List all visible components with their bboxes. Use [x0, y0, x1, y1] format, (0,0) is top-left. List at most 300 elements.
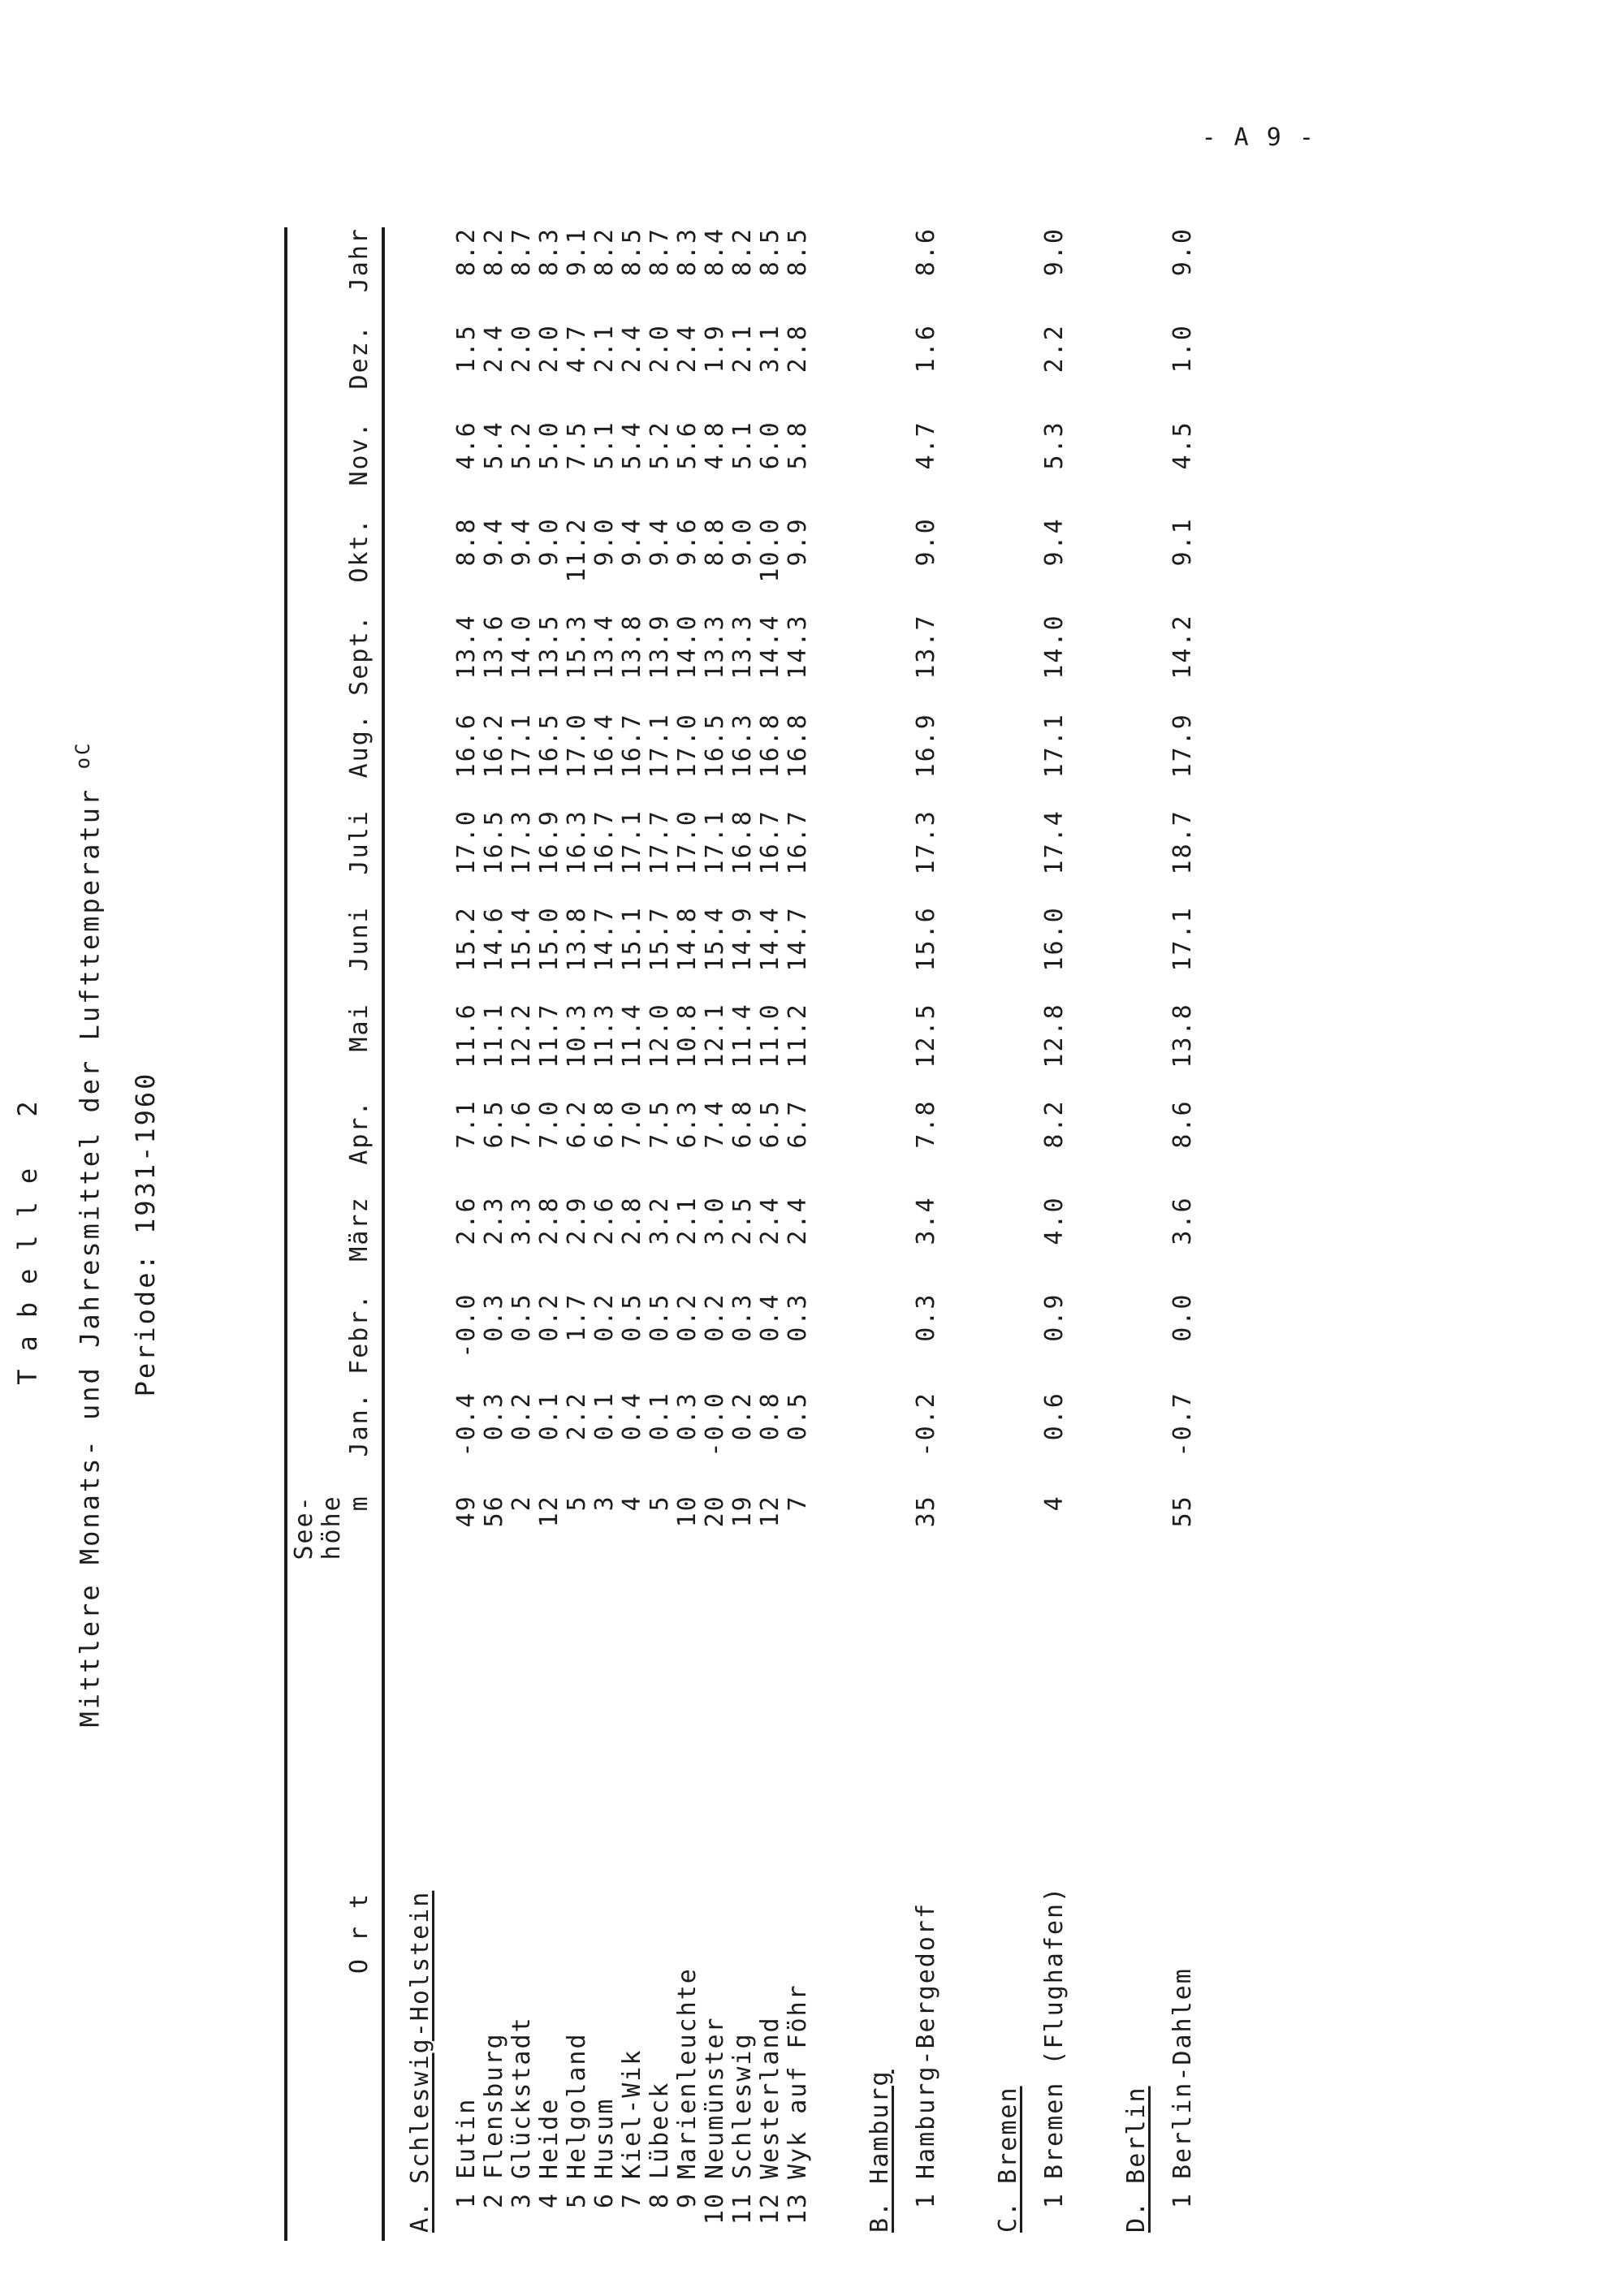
station-cell	[674, 1609, 702, 2241]
monthly-mean-cell: 9.6	[673, 517, 702, 567]
monthly-mean-cell: 0.3	[673, 1392, 702, 1441]
section-heading-row	[383, 227, 438, 2241]
monthly-mean-cell: 4.8	[701, 421, 729, 470]
monthly-mean-cell: 16.3	[728, 713, 757, 779]
section-gap	[1069, 227, 1101, 2241]
monthly-mean-cell: 9.4	[1040, 517, 1069, 567]
monthly-mean-cell: 8.8	[701, 517, 729, 567]
monthly-mean-cell: 11.2	[563, 517, 591, 583]
table-row	[702, 227, 729, 2241]
monthly-mean-cell: 0.4	[618, 1392, 646, 1441]
monthly-mean-cell: 14.0	[673, 614, 702, 680]
col-jan: Jan.	[345, 1392, 374, 1457]
station-height: 20	[701, 1495, 729, 1528]
station-height: 12	[756, 1495, 784, 1528]
station-height: 49	[452, 1495, 481, 1528]
table-row	[619, 227, 646, 2241]
monthly-mean-cell: 0.1	[646, 1392, 674, 1441]
monthly-mean-cell: 2.1	[728, 324, 757, 373]
station-index: 5	[563, 2192, 591, 2209]
monthly-mean-cell: -0.7	[1168, 1392, 1197, 1457]
monthly-mean-cell: 0.5	[646, 1293, 674, 1342]
station-index: 1	[912, 2192, 940, 2209]
annual-mean-cell: 8.3	[673, 227, 702, 277]
table-row	[898, 227, 940, 2241]
monthly-mean-cell: 9.0	[728, 517, 757, 567]
section-label: D. Berlin	[1122, 2086, 1151, 2233]
monthly-mean-cell: 0.8	[756, 1392, 784, 1441]
monthly-mean-cell: 17.1	[701, 809, 729, 875]
monthly-mean-cell: 17.1	[646, 713, 674, 779]
monthly-mean-cell: 11.2	[784, 1003, 812, 1068]
monthly-mean-cell: 15.7	[646, 906, 674, 972]
monthly-mean-cell: 13.8	[1168, 1003, 1197, 1068]
col-okt: Okt.	[345, 517, 374, 583]
station-height: 55	[1168, 1495, 1197, 1528]
station-index: 9	[673, 2192, 702, 2209]
monthly-mean-cell: 0.9	[1040, 1293, 1069, 1342]
monthly-mean-cell: 0.3	[912, 1293, 940, 1342]
monthly-mean-cell: 17.0	[673, 809, 702, 875]
monthly-mean-cell: 14.7	[590, 906, 619, 972]
station-cell	[564, 1609, 591, 2241]
col-jahr: Jahr	[345, 227, 374, 293]
monthly-mean-cell: 7.1	[452, 1099, 481, 1149]
monthly-mean-cell: 13.7	[912, 614, 940, 680]
monthly-mean-cell: -0.4	[452, 1392, 481, 1457]
station-index: 7	[618, 2192, 646, 2209]
monthly-mean-cell: 16.3	[563, 809, 591, 875]
monthly-mean-cell: 7.5	[563, 421, 591, 470]
section-heading-row	[844, 227, 898, 2241]
monthly-mean-cell: 12.0	[646, 1003, 674, 1068]
monthly-mean-cell: 2.8	[784, 324, 812, 373]
monthly-mean-cell: 17.0	[452, 809, 481, 875]
monthly-mean-cell: 16.0	[1040, 906, 1069, 972]
annual-mean-cell: 8.5	[756, 227, 784, 277]
section-gap	[940, 227, 973, 2241]
monthly-mean-cell: -0.2	[912, 1392, 940, 1457]
col-seehoehe: See- höhe m	[290, 1495, 374, 1560]
monthly-mean-cell: 5.2	[646, 421, 674, 470]
annual-mean-cell: 8.5	[784, 227, 812, 277]
monthly-mean-cell: 0.2	[728, 1392, 757, 1441]
station-index: 10	[701, 2192, 729, 2225]
monthly-mean-cell: 11.4	[728, 1003, 757, 1068]
monthly-mean-cell: 16.2	[480, 713, 508, 779]
monthly-mean-cell: 9.4	[508, 517, 536, 567]
monthly-mean-cell: 5.1	[728, 421, 757, 470]
monthly-mean-cell: 17.4	[1040, 809, 1069, 875]
station-cell	[619, 1609, 646, 2241]
monthly-mean-cell: 14.9	[728, 906, 757, 972]
monthly-mean-cell: 4.7	[563, 324, 591, 373]
monthly-mean-cell: 1.0	[1168, 324, 1197, 373]
station-name: Bremen (Flughafen)	[1040, 1885, 1069, 2179]
station-name: Helgoland	[563, 2032, 591, 2179]
monthly-mean-cell: 16.8	[728, 809, 757, 875]
monthly-mean-cell: 0.2	[701, 1293, 729, 1342]
monthly-mean-cell: 1.7	[563, 1293, 591, 1342]
monthly-mean-cell: 0.5	[508, 1293, 536, 1342]
page-number: - A 9 -	[1201, 123, 1315, 152]
monthly-mean-cell: 0.5	[618, 1293, 646, 1342]
monthly-mean-cell: 4.0	[1040, 1196, 1069, 1245]
station-index: 12	[756, 2192, 784, 2225]
monthly-mean-cell: -0.0	[452, 1293, 481, 1358]
monthly-mean-cell: 14.2	[1168, 614, 1197, 680]
monthly-mean-cell: 13.9	[646, 614, 674, 680]
monthly-mean-cell: 11.1	[480, 1003, 508, 1068]
monthly-mean-cell: 13.8	[563, 906, 591, 972]
monthly-mean-cell: 11.7	[535, 1003, 564, 1068]
monthly-mean-cell: 13.4	[590, 614, 619, 680]
monthly-mean-cell: 8.6	[1168, 1099, 1197, 1149]
col-mai: Mai	[345, 1003, 374, 1052]
monthly-mean-cell: 2.4	[618, 324, 646, 373]
annual-mean-cell: 8.2	[728, 227, 757, 277]
monthly-mean-cell: 15.1	[618, 906, 646, 972]
station-name: Wyk auf Föhr	[784, 1983, 812, 2179]
monthly-mean-cell: 2.8	[618, 1196, 646, 1245]
station-height: 35	[912, 1495, 940, 1528]
monthly-mean-cell: 2.0	[535, 324, 564, 373]
annual-mean-cell: 9.1	[563, 227, 591, 277]
station-height: 2	[508, 1495, 536, 1512]
monthly-mean-cell: 0.6	[1040, 1392, 1069, 1441]
monthly-mean-cell: 16.6	[452, 713, 481, 779]
monthly-mean-cell: 5.0	[535, 421, 564, 470]
monthly-mean-cell: 5.4	[618, 421, 646, 470]
monthly-mean-cell: 2.4	[480, 324, 508, 373]
monthly-mean-cell: 2.4	[756, 1196, 784, 1245]
station-height: 4	[1040, 1495, 1069, 1512]
monthly-mean-cell: 2.9	[563, 1196, 591, 1245]
table-body	[383, 227, 1197, 2241]
monthly-mean-cell: 16.7	[756, 809, 784, 875]
monthly-mean-cell: 14.0	[1040, 614, 1069, 680]
table-row	[1155, 227, 1197, 2241]
monthly-mean-cell: 16.4	[590, 713, 619, 779]
station-index: 1	[1040, 2192, 1069, 2209]
monthly-mean-cell: 1.6	[912, 324, 940, 373]
monthly-mean-cell: 3.1	[756, 324, 784, 373]
monthly-mean-cell: 2.4	[784, 1196, 812, 1245]
monthly-mean-cell: 6.2	[563, 1099, 591, 1149]
monthly-mean-cell: 17.3	[508, 809, 536, 875]
monthly-mean-cell: 0.3	[784, 1293, 812, 1342]
table-row	[784, 227, 812, 2241]
monthly-mean-cell: 13.5	[535, 614, 564, 680]
monthly-mean-cell: 5.1	[590, 421, 619, 470]
monthly-mean-cell: 0.1	[590, 1392, 619, 1441]
header-row	[286, 227, 383, 2241]
monthly-mean-cell: 17.1	[1168, 906, 1197, 972]
monthly-mean-cell: 12.1	[701, 1003, 729, 1068]
station-cell	[784, 1609, 812, 2241]
monthly-mean-cell: 2.0	[508, 324, 536, 373]
monthly-mean-cell: 1.9	[701, 324, 729, 373]
annual-mean-cell: 8.4	[701, 227, 729, 277]
station-name: Marienleuchte	[673, 1967, 702, 2179]
monthly-mean-cell: 2.4	[673, 324, 702, 373]
table-row	[536, 227, 564, 2241]
monthly-mean-cell: 3.0	[701, 1196, 729, 1245]
annual-mean-cell: 8.2	[480, 227, 508, 277]
monthly-mean-cell: 11.4	[618, 1003, 646, 1068]
station-cell	[481, 1609, 508, 2241]
station-name: Kiel-Wik	[618, 2048, 646, 2179]
monthly-mean-cell: 0.2	[590, 1293, 619, 1342]
station-name: Eutin	[452, 2097, 481, 2179]
monthly-mean-cell: 5.6	[673, 421, 702, 470]
monthly-mean-cell: 13.3	[701, 614, 729, 680]
station-cell	[508, 1609, 536, 2241]
monthly-mean-cell: 9.4	[646, 517, 674, 567]
station-cell	[591, 1609, 619, 2241]
monthly-mean-cell: 11.3	[590, 1003, 619, 1068]
monthly-mean-cell: 13.8	[618, 614, 646, 680]
annual-mean-cell: 8.7	[646, 227, 674, 277]
station-index: 4	[535, 2192, 564, 2209]
monthly-mean-cell: 16.5	[701, 713, 729, 779]
station-index: 8	[646, 2192, 674, 2209]
monthly-mean-cell: 2.2	[1040, 324, 1069, 373]
monthly-mean-cell: 15.6	[912, 906, 940, 972]
table-row	[591, 227, 619, 2241]
monthly-mean-cell: 17.3	[912, 809, 940, 875]
station-cell	[536, 1609, 564, 2241]
table-row	[729, 227, 757, 2241]
monthly-mean-cell: 9.4	[618, 517, 646, 567]
annual-mean-cell: 8.6	[912, 227, 940, 277]
monthly-mean-cell: 9.4	[480, 517, 508, 567]
station-cell	[729, 1609, 757, 2241]
station-height: 10	[673, 1495, 702, 1528]
annual-mean-cell: 8.7	[508, 227, 536, 277]
monthly-mean-cell: 7.4	[701, 1099, 729, 1149]
monthly-mean-cell: 15.4	[508, 906, 536, 972]
monthly-mean-cell: 9.0	[535, 517, 564, 567]
table-row	[481, 227, 508, 2241]
monthly-mean-cell: 14.4	[756, 614, 784, 680]
monthly-mean-cell: 2.8	[535, 1196, 564, 1245]
station-name: Flensburg	[480, 2032, 508, 2179]
station-cell	[702, 1609, 729, 2241]
monthly-mean-cell: 3.4	[912, 1196, 940, 1245]
station-name: Glückstadt	[508, 2016, 536, 2179]
monthly-mean-cell: 1.5	[452, 324, 481, 373]
monthly-mean-cell: 6.5	[480, 1099, 508, 1149]
monthly-mean-cell: 16.7	[784, 809, 812, 875]
table-row	[1026, 227, 1069, 2241]
monthly-mean-cell: 17.9	[1168, 713, 1197, 779]
monthly-mean-cell: 2.0	[646, 324, 674, 373]
table-label: Tabelle 2	[12, 1083, 43, 1385]
station-name: Hamburg-Bergedorf	[912, 1901, 940, 2179]
col-maerz: März	[345, 1196, 374, 1262]
station-name: Schleswig	[728, 2032, 757, 2179]
annual-mean-cell: 8.3	[535, 227, 564, 277]
col-nov: Nov.	[345, 421, 374, 486]
monthly-mean-cell: 11.0	[756, 1003, 784, 1068]
station-height: 12	[535, 1495, 564, 1528]
station-index: 1	[452, 2192, 481, 2209]
monthly-mean-cell: 5.8	[784, 421, 812, 470]
monthly-mean-cell: 3.2	[646, 1196, 674, 1245]
monthly-mean-cell: 7.5	[646, 1099, 674, 1149]
monthly-mean-cell: 14.4	[756, 906, 784, 972]
monthly-mean-cell: 4.6	[452, 421, 481, 470]
monthly-mean-cell: 16.9	[535, 809, 564, 875]
station-index: 13	[784, 2192, 812, 2225]
monthly-mean-cell: 17.1	[618, 809, 646, 875]
col-apr: Apr.	[345, 1099, 374, 1165]
monthly-mean-cell: 6.8	[728, 1099, 757, 1149]
monthly-mean-cell: 15.4	[701, 906, 729, 972]
monthly-mean-cell: 14.7	[784, 906, 812, 972]
monthly-mean-cell: 0.2	[508, 1392, 536, 1441]
monthly-mean-cell: 18.7	[1168, 809, 1197, 875]
monthly-mean-cell: 13.4	[452, 614, 481, 680]
monthly-mean-cell: 7.0	[618, 1099, 646, 1149]
monthly-mean-cell: 12.5	[912, 1003, 940, 1068]
monthly-mean-cell: 14.0	[508, 614, 536, 680]
monthly-mean-cell: 0.3	[480, 1392, 508, 1441]
monthly-mean-cell: 16.7	[618, 713, 646, 779]
monthly-mean-cell: 16.9	[912, 713, 940, 779]
station-name: Westerland	[756, 2016, 784, 2179]
monthly-mean-cell: 8.2	[1040, 1099, 1069, 1149]
station-height: 4	[618, 1495, 646, 1512]
station-index: 2	[480, 2192, 508, 2209]
monthly-mean-cell: 10.0	[756, 517, 784, 583]
monthly-mean-cell: 16.7	[590, 809, 619, 875]
station-cell	[1155, 1609, 1197, 2241]
station-height: 5	[563, 1495, 591, 1512]
monthly-mean-cell: 6.8	[590, 1099, 619, 1149]
monthly-mean-cell: 13.3	[728, 614, 757, 680]
station-name: Lübeck	[646, 2081, 674, 2179]
monthly-mean-cell: 17.1	[508, 713, 536, 779]
monthly-mean-cell: 0.4	[756, 1293, 784, 1342]
monthly-mean-cell: 14.8	[673, 906, 702, 972]
monthly-mean-cell: 3.3	[508, 1196, 536, 1245]
station-index: 3	[508, 2192, 536, 2209]
station-height: 19	[728, 1495, 757, 1528]
station-index: 6	[590, 2192, 619, 2209]
annual-mean-cell: 9.0	[1168, 227, 1197, 277]
monthly-mean-cell: 0.2	[535, 1293, 564, 1342]
monthly-mean-cell: 10.3	[563, 1003, 591, 1068]
col-juni: Juni	[345, 906, 374, 972]
col-dez: Dez.	[345, 324, 374, 390]
table-row	[508, 227, 536, 2241]
section-heading-row	[973, 227, 1026, 2241]
monthly-mean-cell: 9.9	[784, 517, 812, 567]
table-row	[438, 227, 481, 2241]
monthly-mean-cell: 0.3	[728, 1293, 757, 1342]
monthly-mean-cell: 15.2	[452, 906, 481, 972]
monthly-mean-cell: 11.6	[452, 1003, 481, 1068]
table-row	[674, 227, 702, 2241]
monthly-mean-cell: 16.5	[480, 809, 508, 875]
monthly-mean-cell: 15.3	[563, 614, 591, 680]
monthly-mean-cell: 5.4	[480, 421, 508, 470]
temperature-table	[284, 227, 1197, 2241]
monthly-mean-cell: 6.3	[673, 1099, 702, 1149]
monthly-mean-cell: 2.6	[590, 1196, 619, 1245]
monthly-mean-cell: 14.3	[784, 614, 812, 680]
monthly-mean-cell: 10.8	[673, 1003, 702, 1068]
monthly-mean-cell: 12.8	[1040, 1003, 1069, 1068]
section-label: A. Schleswig-Holstein	[406, 1890, 434, 2233]
monthly-mean-cell: 16.8	[784, 713, 812, 779]
table-period: Periode: 1931-1960	[129, 1071, 161, 1397]
monthly-mean-cell: 7.6	[508, 1099, 536, 1149]
table-row	[564, 227, 591, 2241]
monthly-mean-cell: 2.3	[480, 1196, 508, 1245]
col-febr: Febr.	[345, 1293, 374, 1375]
monthly-mean-cell: 15.0	[535, 906, 564, 972]
table-heading	[0, 227, 173, 2241]
station-name: Neumünster	[701, 2016, 729, 2179]
station-height: 5	[646, 1495, 674, 1512]
monthly-mean-cell: 7.0	[535, 1099, 564, 1149]
monthly-mean-cell: 9.0	[912, 517, 940, 567]
station-height: 7	[784, 1495, 812, 1512]
col-sept: Sept.	[345, 614, 374, 696]
station-height: 3	[590, 1495, 619, 1512]
annual-mean-cell: 8.2	[452, 227, 481, 277]
monthly-mean-cell: 2.6	[452, 1196, 481, 1245]
monthly-mean-cell: 4.7	[912, 421, 940, 470]
station-cell	[438, 1609, 481, 2241]
table-row	[646, 227, 674, 2241]
monthly-mean-cell: -0.0	[701, 1392, 729, 1457]
station-height: 56	[480, 1495, 508, 1528]
annual-mean-cell: 8.2	[590, 227, 619, 277]
table-row	[757, 227, 784, 2241]
monthly-mean-cell: 0.5	[784, 1392, 812, 1441]
monthly-mean-cell: 13.6	[480, 614, 508, 680]
monthly-mean-cell: 6.5	[756, 1099, 784, 1149]
station-name: Heide	[535, 2097, 564, 2179]
monthly-mean-cell: 7.8	[912, 1099, 940, 1149]
monthly-mean-cell: 16.5	[535, 713, 564, 779]
monthly-mean-cell: 17.1	[1040, 713, 1069, 779]
monthly-mean-cell: 0.1	[535, 1392, 564, 1441]
station-cell	[646, 1609, 674, 2241]
monthly-mean-cell: 5.2	[508, 421, 536, 470]
station-cell	[1026, 1609, 1069, 2241]
station-name: Husum	[590, 2097, 619, 2179]
col-juli: Juli	[345, 809, 374, 875]
station-cell	[898, 1609, 940, 2241]
section-heading-row	[1101, 227, 1155, 2241]
table-title: Mittlere Monats- und Jahresmittel der Lufttemperatur $^{oC}$	[71, 740, 106, 1728]
monthly-mean-cell: 16.8	[756, 713, 784, 779]
monthly-mean-cell: 2.2	[563, 1392, 591, 1441]
monthly-mean-cell: 9.0	[590, 517, 619, 567]
monthly-mean-cell: 17.0	[563, 713, 591, 779]
monthly-mean-cell: 0.0	[1168, 1293, 1197, 1342]
rotated-table-block	[12, 227, 1197, 2241]
monthly-mean-cell: 4.5	[1168, 421, 1197, 470]
title-unit: oC	[71, 740, 94, 770]
annual-mean-cell: 8.5	[618, 227, 646, 277]
monthly-mean-cell: 17.7	[646, 809, 674, 875]
